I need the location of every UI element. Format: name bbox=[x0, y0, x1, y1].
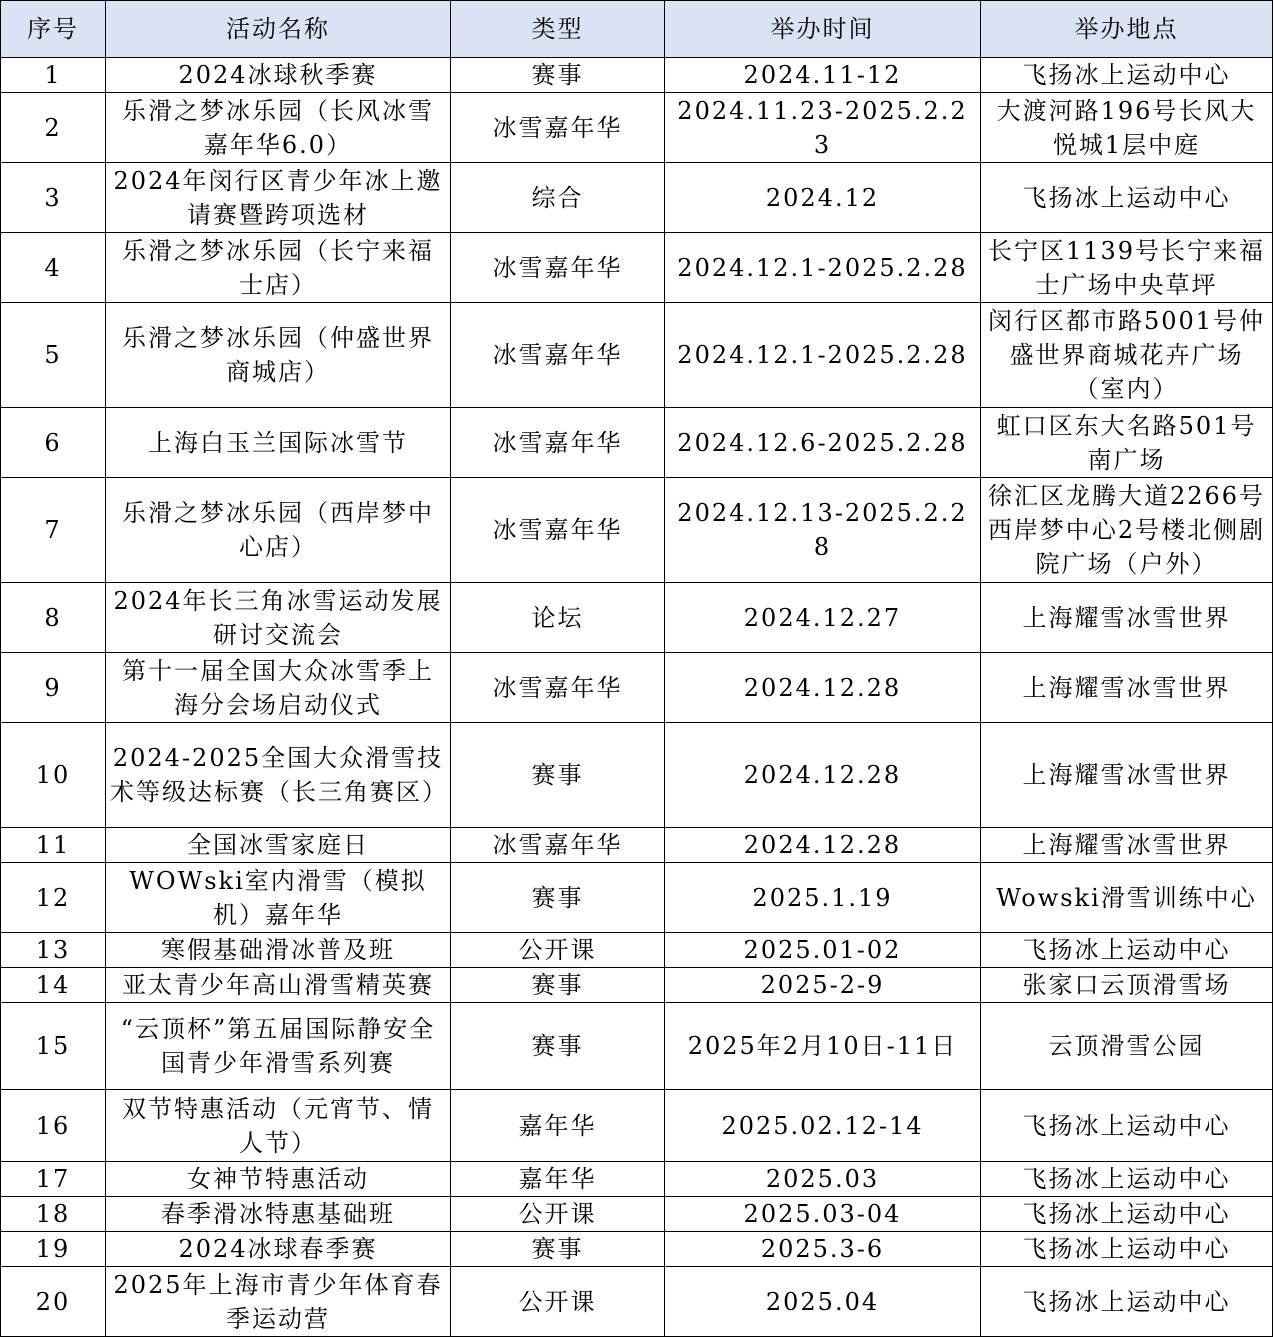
header-row bbox=[1, 1, 1273, 58]
cell-date: 2024.12.28 bbox=[665, 723, 981, 828]
table-row bbox=[1, 1162, 1273, 1197]
table-row bbox=[1, 58, 1273, 93]
cell-activity-name: 女神节特惠活动 bbox=[106, 1162, 451, 1197]
table-row bbox=[1, 303, 1273, 408]
table-row bbox=[1, 408, 1273, 478]
table-row bbox=[1, 233, 1273, 303]
cell-index: 2 bbox=[1, 93, 106, 163]
table-body bbox=[1, 58, 1273, 1337]
cell-date: 2025-2-9 bbox=[665, 968, 981, 1003]
cell-index: 9 bbox=[1, 653, 106, 723]
cell-type: 综合 bbox=[451, 163, 665, 233]
table-row bbox=[1, 968, 1273, 1003]
cell-location: 张家口云顶滑雪场 bbox=[981, 968, 1273, 1003]
cell-date: 2024.12.28 bbox=[665, 828, 981, 863]
header-location: 举办地点 bbox=[981, 1, 1273, 58]
cell-index: 11 bbox=[1, 828, 106, 863]
cell-date: 2024.11.23-2025.2.23 bbox=[665, 93, 981, 163]
cell-index: 4 bbox=[1, 233, 106, 303]
cell-activity-name: “云顶杯”第五届国际静安全国青少年滑雪系列赛 bbox=[106, 1003, 451, 1090]
cell-index: 14 bbox=[1, 968, 106, 1003]
cell-activity-name: 2025年上海市青少年体育春季运动营 bbox=[106, 1267, 451, 1337]
cell-type: 公开课 bbox=[451, 1197, 665, 1232]
cell-type: 赛事 bbox=[451, 1003, 665, 1090]
cell-activity-name: 2024冰球秋季赛 bbox=[106, 58, 451, 93]
cell-type: 赛事 bbox=[451, 58, 665, 93]
cell-date: 2025年2月10日-11日 bbox=[665, 1003, 981, 1090]
table-row bbox=[1, 163, 1273, 233]
table-row bbox=[1, 1232, 1273, 1267]
cell-activity-name: 乐滑之梦冰乐园（长宁来福士店） bbox=[106, 233, 451, 303]
table-row bbox=[1, 863, 1273, 933]
cell-location: 飞扬冰上运动中心 bbox=[981, 1090, 1273, 1162]
cell-location: 上海耀雪冰雪世界 bbox=[981, 723, 1273, 828]
cell-type: 冰雪嘉年华 bbox=[451, 408, 665, 478]
cell-type: 公开课 bbox=[451, 933, 665, 968]
cell-index: 3 bbox=[1, 163, 106, 233]
cell-type: 嘉年华 bbox=[451, 1162, 665, 1197]
cell-date: 2025.1.19 bbox=[665, 863, 981, 933]
cell-location: Wowski滑雪训练中心 bbox=[981, 863, 1273, 933]
cell-index: 1 bbox=[1, 58, 106, 93]
cell-activity-name: 春季滑冰特惠基础班 bbox=[106, 1197, 451, 1232]
cell-type: 赛事 bbox=[451, 1232, 665, 1267]
cell-index: 17 bbox=[1, 1162, 106, 1197]
cell-activity-name: 乐滑之梦冰乐园（西岸梦中心店） bbox=[106, 478, 451, 583]
table-row bbox=[1, 1090, 1273, 1162]
cell-activity-name: 乐滑之梦冰乐园（仲盛世界商城店） bbox=[106, 303, 451, 408]
cell-location: 闵行区都市路5001号仲盛世界商城花卉广场（室内） bbox=[981, 303, 1273, 408]
cell-type: 冰雪嘉年华 bbox=[451, 653, 665, 723]
cell-date: 2024.12.1-2025.2.28 bbox=[665, 233, 981, 303]
header-index: 序号 bbox=[1, 1, 106, 58]
table-row bbox=[1, 583, 1273, 653]
cell-location: 飞扬冰上运动中心 bbox=[981, 58, 1273, 93]
cell-date: 2025.03 bbox=[665, 1162, 981, 1197]
table-row bbox=[1, 723, 1273, 828]
cell-index: 6 bbox=[1, 408, 106, 478]
cell-date: 2025.04 bbox=[665, 1267, 981, 1337]
cell-index: 5 bbox=[1, 303, 106, 408]
cell-type: 公开课 bbox=[451, 1267, 665, 1337]
table-row bbox=[1, 828, 1273, 863]
cell-date: 2024.12.13-2025.2.28 bbox=[665, 478, 981, 583]
cell-type: 冰雪嘉年华 bbox=[451, 828, 665, 863]
cell-index: 10 bbox=[1, 723, 106, 828]
cell-location: 飞扬冰上运动中心 bbox=[981, 1267, 1273, 1337]
header-date: 举办时间 bbox=[665, 1, 981, 58]
cell-index: 12 bbox=[1, 863, 106, 933]
cell-type: 冰雪嘉年华 bbox=[451, 233, 665, 303]
cell-index: 13 bbox=[1, 933, 106, 968]
cell-index: 15 bbox=[1, 1003, 106, 1090]
cell-type: 论坛 bbox=[451, 583, 665, 653]
cell-type: 冰雪嘉年华 bbox=[451, 93, 665, 163]
cell-date: 2024.12 bbox=[665, 163, 981, 233]
cell-activity-name: 乐滑之梦冰乐园（长风冰雪嘉年华6.0） bbox=[106, 93, 451, 163]
cell-date: 2025.01-02 bbox=[665, 933, 981, 968]
cell-location: 云顶滑雪公园 bbox=[981, 1003, 1273, 1090]
cell-date: 2025.03-04 bbox=[665, 1197, 981, 1232]
cell-date: 2024.12.27 bbox=[665, 583, 981, 653]
cell-date: 2024.12.28 bbox=[665, 653, 981, 723]
cell-date: 2025.02.12-14 bbox=[665, 1090, 981, 1162]
table-row bbox=[1, 653, 1273, 723]
cell-activity-name: 全国冰雪家庭日 bbox=[106, 828, 451, 863]
table-row bbox=[1, 1267, 1273, 1337]
cell-type: 赛事 bbox=[451, 968, 665, 1003]
cell-type: 冰雪嘉年华 bbox=[451, 478, 665, 583]
cell-date: 2025.3-6 bbox=[665, 1232, 981, 1267]
cell-activity-name: WOWski室内滑雪（模拟机）嘉年华 bbox=[106, 863, 451, 933]
cell-activity-name: 亚太青少年高山滑雪精英赛 bbox=[106, 968, 451, 1003]
cell-index: 20 bbox=[1, 1267, 106, 1337]
header-activity-name: 活动名称 bbox=[106, 1, 451, 58]
cell-type: 冰雪嘉年华 bbox=[451, 303, 665, 408]
cell-location: 长宁区1139号长宁来福士广场中央草坪 bbox=[981, 233, 1273, 303]
cell-index: 8 bbox=[1, 583, 106, 653]
cell-date: 2024.12.6-2025.2.28 bbox=[665, 408, 981, 478]
cell-activity-name: 2024年长三角冰雪运动发展研讨交流会 bbox=[106, 583, 451, 653]
table-row bbox=[1, 478, 1273, 583]
cell-index: 19 bbox=[1, 1232, 106, 1267]
cell-activity-name: 2024-2025全国大众滑雪技术等级达标赛（长三角赛区） bbox=[106, 723, 451, 828]
table-row bbox=[1, 1003, 1273, 1090]
cell-location: 徐汇区龙腾大道2266号西岸梦中心2号楼北侧剧院广场（户外） bbox=[981, 478, 1273, 583]
cell-index: 18 bbox=[1, 1197, 106, 1232]
cell-index: 16 bbox=[1, 1090, 106, 1162]
cell-activity-name: 上海白玉兰国际冰雪节 bbox=[106, 408, 451, 478]
cell-location: 飞扬冰上运动中心 bbox=[981, 1162, 1273, 1197]
cell-location: 上海耀雪冰雪世界 bbox=[981, 828, 1273, 863]
cell-activity-name: 寒假基础滑冰普及班 bbox=[106, 933, 451, 968]
table-row bbox=[1, 1197, 1273, 1232]
cell-activity-name: 2024年闵行区青少年冰上邀请赛暨跨项选材 bbox=[106, 163, 451, 233]
cell-location: 大渡河路196号长风大悦城1层中庭 bbox=[981, 93, 1273, 163]
cell-location: 上海耀雪冰雪世界 bbox=[981, 583, 1273, 653]
header-type: 类型 bbox=[451, 1, 665, 58]
cell-location: 上海耀雪冰雪世界 bbox=[981, 653, 1273, 723]
cell-type: 赛事 bbox=[451, 723, 665, 828]
cell-location: 飞扬冰上运动中心 bbox=[981, 163, 1273, 233]
cell-activity-name: 第十一届全国大众冰雪季上海分会场启动仪式 bbox=[106, 653, 451, 723]
cell-location: 虹口区东大名路501号南广场 bbox=[981, 408, 1273, 478]
cell-index: 7 bbox=[1, 478, 106, 583]
table-row bbox=[1, 933, 1273, 968]
cell-activity-name: 2024冰球春季赛 bbox=[106, 1232, 451, 1267]
cell-date: 2024.12.1-2025.2.28 bbox=[665, 303, 981, 408]
cell-type: 赛事 bbox=[451, 863, 665, 933]
cell-type: 嘉年华 bbox=[451, 1090, 665, 1162]
cell-location: 飞扬冰上运动中心 bbox=[981, 1232, 1273, 1267]
cell-activity-name: 双节特惠活动（元宵节、情人节） bbox=[106, 1090, 451, 1162]
table-row bbox=[1, 93, 1273, 163]
cell-date: 2024.11-12 bbox=[665, 58, 981, 93]
cell-location: 飞扬冰上运动中心 bbox=[981, 933, 1273, 968]
cell-location: 飞扬冰上运动中心 bbox=[981, 1197, 1273, 1232]
